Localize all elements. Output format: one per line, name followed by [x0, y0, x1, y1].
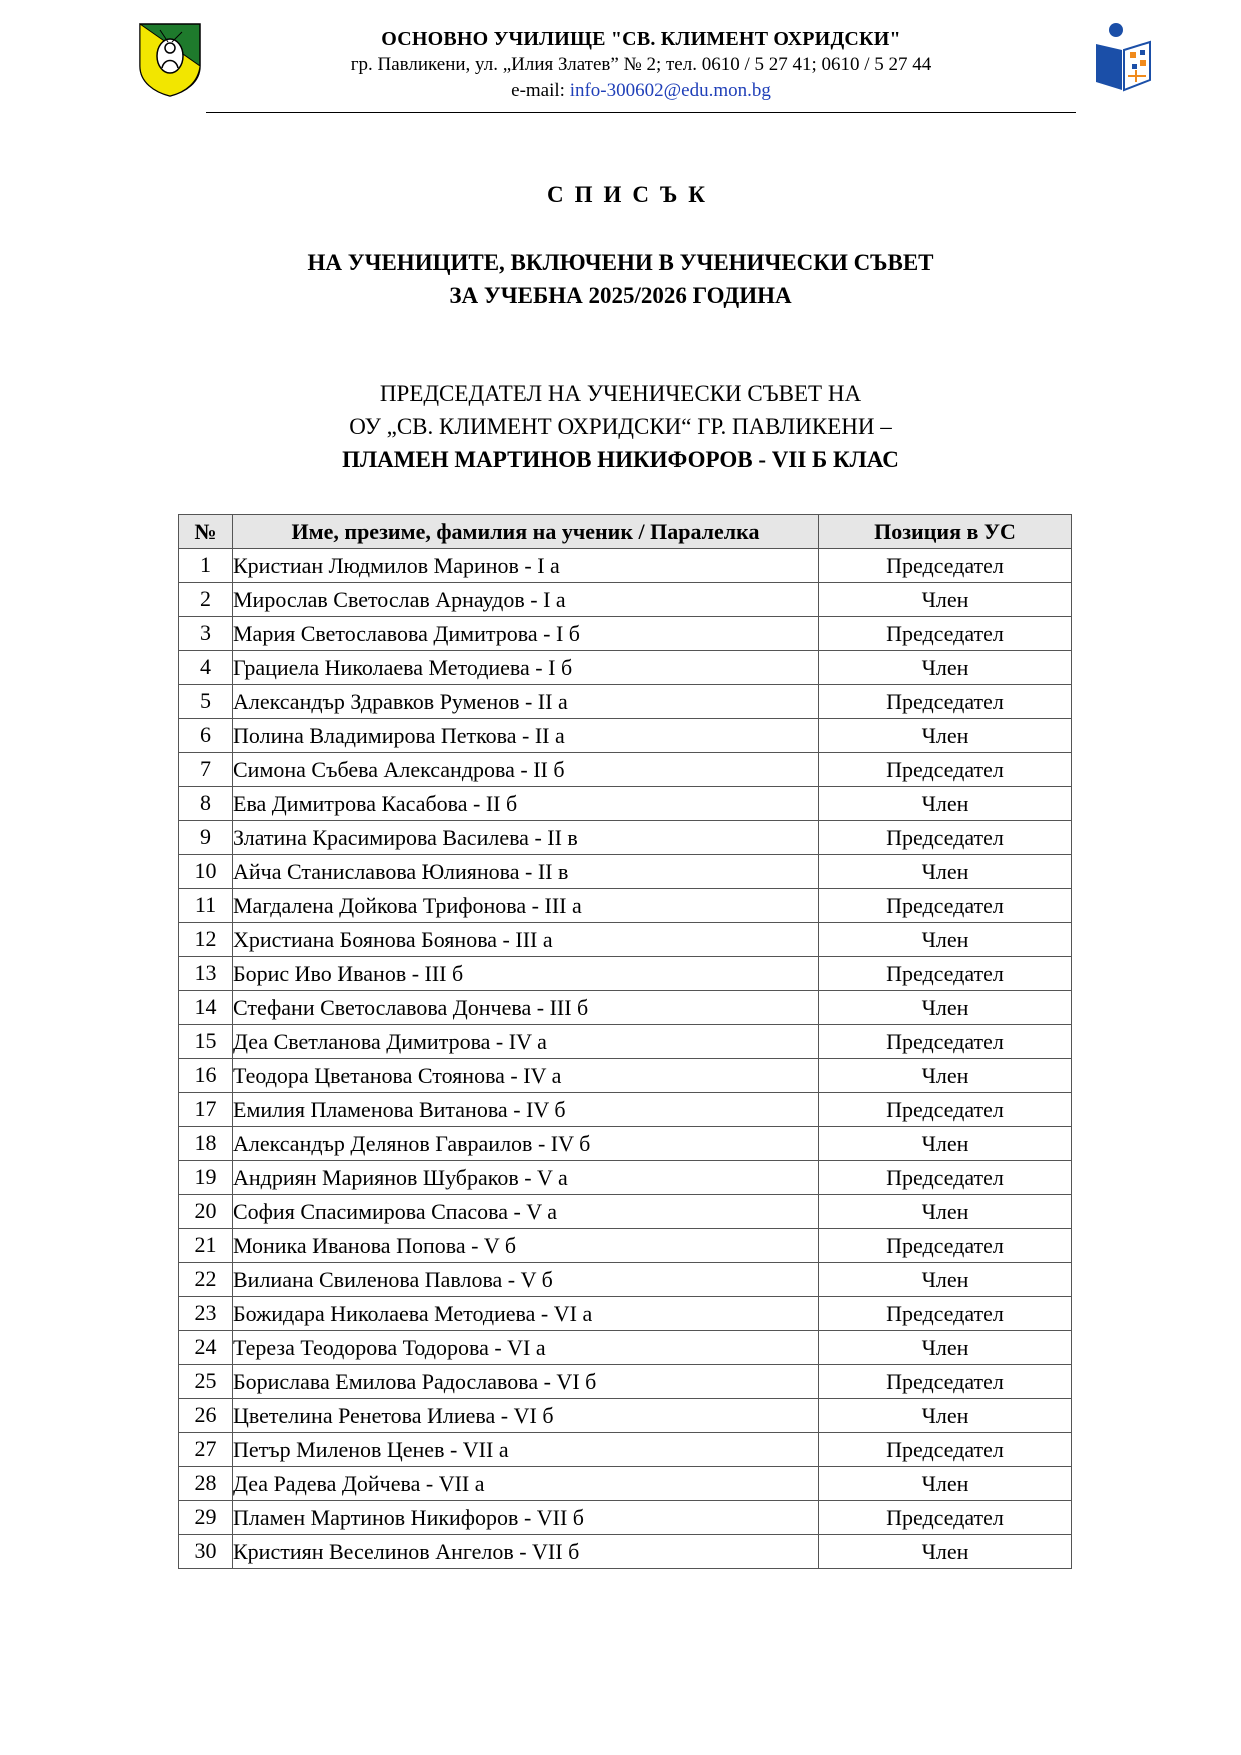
row-number: 24	[179, 1331, 233, 1365]
chairman-line2: ОУ „СВ. КЛИМЕНТ ОХРИДСКИ“ ГР. ПАВЛИКЕНИ –	[349, 414, 892, 439]
council-position: Член	[819, 1059, 1072, 1093]
row-number: 9	[179, 821, 233, 855]
school-shield-logo	[138, 22, 202, 98]
table-row	[179, 889, 1072, 923]
council-position: Председател	[819, 1297, 1072, 1331]
council-position: Председател	[819, 889, 1072, 923]
student-name-class: Мария Светославова Димитрова - I б	[233, 617, 819, 651]
school-name: ОСНОВНО УЧИЛИЩЕ "СВ. КЛИМЕНТ ОХРИДСКИ"	[381, 28, 901, 50]
row-number: 13	[179, 957, 233, 991]
table-row	[179, 753, 1072, 787]
council-position: Председател	[819, 821, 1072, 855]
email-link[interactable]: info-300602@edu.mon.bg	[569, 80, 771, 101]
row-number: 28	[179, 1467, 233, 1501]
council-position: Председател	[819, 1433, 1072, 1467]
student-name-class: Александър Здравков Руменов - II а	[233, 685, 819, 719]
row-number: 14	[179, 991, 233, 1025]
table-row	[179, 1025, 1072, 1059]
row-number: 3	[179, 617, 233, 651]
row-number: 16	[179, 1059, 233, 1093]
table-row	[179, 583, 1072, 617]
row-number: 29	[179, 1501, 233, 1535]
council-position: Председател	[819, 1161, 1072, 1195]
student-name-class: Борислава Емилова Радославова - VI б	[233, 1365, 819, 1399]
header-divider	[206, 112, 1076, 113]
table-row	[179, 719, 1072, 753]
table-row	[179, 1535, 1072, 1569]
table-row	[179, 1195, 1072, 1229]
council-position: Член	[819, 583, 1072, 617]
council-position: Председател	[819, 753, 1072, 787]
student-name-class: Борис Иво Иванов - III б	[233, 957, 819, 991]
row-number: 19	[179, 1161, 233, 1195]
table-row	[179, 1331, 1072, 1365]
student-name-class: Стефани Светославова Дончева - III б	[233, 991, 819, 1025]
table-row	[179, 991, 1072, 1025]
row-number: 1	[179, 549, 233, 583]
table-row	[179, 787, 1072, 821]
row-number: 20	[179, 1195, 233, 1229]
table-row	[179, 685, 1072, 719]
student-name-class: Златина Красимирова Василева - II в	[233, 821, 819, 855]
council-position: Председател	[819, 685, 1072, 719]
row-number: 7	[179, 753, 233, 787]
row-number: 4	[179, 651, 233, 685]
student-name-class: Магдалена Дойкова Трифонова - III а	[233, 889, 819, 923]
council-position: Председател	[819, 1093, 1072, 1127]
student-name-class: Деа Светланова Димитрова - IV а	[233, 1025, 819, 1059]
council-position: Председател	[819, 1501, 1072, 1535]
chairman-line1: ПРЕДСЕДАТЕЛ НА УЧЕНИЧЕСКИ СЪВЕТ НА	[379, 381, 862, 406]
row-number: 8	[179, 787, 233, 821]
student-name-class: Емилия Пламенова Витанова - IV б	[233, 1093, 819, 1127]
council-position: Член	[819, 1399, 1072, 1433]
document-heading: СПИСЪК	[547, 182, 716, 207]
table-row	[179, 1093, 1072, 1127]
student-name-class: Мирослав Светослав Арнаудов - I а	[233, 583, 819, 617]
student-name-class: Кристиан Людмилов Маринов - I а	[233, 549, 819, 583]
council-position: Член	[819, 719, 1072, 753]
ministry-book-logo	[1092, 20, 1156, 92]
table-body	[179, 549, 1072, 1569]
student-name-class: Вилиана Свиленова Павлова - V б	[233, 1263, 819, 1297]
chairman-name: ПЛАМЕН МАРТИНОВ НИКИФОРОВ - VII Б КЛАС	[342, 447, 899, 472]
student-name-class: Цветелина Ренетова Илиева - VI б	[233, 1399, 819, 1433]
row-number: 2	[179, 583, 233, 617]
table-row	[179, 549, 1072, 583]
student-council-table	[178, 514, 1072, 1569]
document-subtitle-line1: НА УЧЕНИЦИТЕ, ВКЛЮЧЕНИ В УЧЕНИЧЕСКИ СЪВЕТ	[307, 250, 934, 275]
student-name-class: Ева Димитрова Касабова - II б	[233, 787, 819, 821]
council-position: Председател	[819, 1229, 1072, 1263]
council-position: Член	[819, 1263, 1072, 1297]
council-position: Член	[819, 1195, 1072, 1229]
row-number: 15	[179, 1025, 233, 1059]
student-name-class: Симона Събева Александрова - II б	[233, 753, 819, 787]
council-position: Председател	[819, 1365, 1072, 1399]
header-num: №	[179, 515, 233, 549]
student-name-class: Христиана Боянова Боянова - III а	[233, 923, 819, 957]
table-row	[179, 1127, 1072, 1161]
student-name-class: Петър Миленов Ценев - VII а	[233, 1433, 819, 1467]
table-row	[179, 1365, 1072, 1399]
school-address: гр. Павликени, ул. „Илия Златев” № 2; тел. 0610 / 5 27 41; 0610 / 5 27 44	[350, 54, 932, 75]
row-number: 6	[179, 719, 233, 753]
row-number: 5	[179, 685, 233, 719]
council-position: Член	[819, 1467, 1072, 1501]
student-name-class: Тереза Теодорова Тодорова - VI а	[233, 1331, 819, 1365]
row-number: 23	[179, 1297, 233, 1331]
table-header-row	[179, 515, 1072, 549]
council-position: Председател	[819, 617, 1072, 651]
table-row	[179, 1433, 1072, 1467]
student-name-class: Александър Делянов Гавраилов - IV б	[233, 1127, 819, 1161]
table-row	[179, 855, 1072, 889]
council-position: Член	[819, 1127, 1072, 1161]
row-number: 10	[179, 855, 233, 889]
table-row	[179, 1297, 1072, 1331]
header-position: Позиция в УС	[819, 515, 1072, 549]
student-name-class: Айча Станиславова Юлиянова - II в	[233, 855, 819, 889]
table-row	[179, 651, 1072, 685]
row-number: 12	[179, 923, 233, 957]
row-number: 11	[179, 889, 233, 923]
row-number: 18	[179, 1127, 233, 1161]
student-name-class: Грациела Николаева Методиева - I б	[233, 651, 819, 685]
student-name-class: Полина Владимирова Петкова - II а	[233, 719, 819, 753]
council-position: Член	[819, 923, 1072, 957]
email-label: e-mail:	[511, 80, 570, 101]
table-row	[179, 1263, 1072, 1297]
table-row	[179, 1059, 1072, 1093]
student-name-class: Божидара Николаева Методиева - VI а	[233, 1297, 819, 1331]
row-number: 30	[179, 1535, 233, 1569]
row-number: 25	[179, 1365, 233, 1399]
council-position: Член	[819, 855, 1072, 889]
row-number: 22	[179, 1263, 233, 1297]
table-row	[179, 1467, 1072, 1501]
student-name-class: Андриян Мариянов Шубраков - V а	[233, 1161, 819, 1195]
council-position: Член	[819, 1535, 1072, 1569]
council-position: Член	[819, 1331, 1072, 1365]
table-row	[179, 923, 1072, 957]
council-position: Член	[819, 991, 1072, 1025]
table-row	[179, 1501, 1072, 1535]
council-position: Член	[819, 787, 1072, 821]
table-row	[179, 821, 1072, 855]
student-name-class: Кристиян Веселинов Ангелов - VII б	[233, 1535, 819, 1569]
table-row	[179, 957, 1072, 991]
student-name-class: Теодора Цветанова Стоянова - IV а	[233, 1059, 819, 1093]
document-subtitle-line2: ЗА УЧЕБНА 2025/2026 ГОДИНА	[449, 283, 792, 308]
table-row	[179, 1399, 1072, 1433]
row-number: 26	[179, 1399, 233, 1433]
table-row	[179, 1229, 1072, 1263]
council-position: Председател	[819, 1025, 1072, 1059]
row-number: 27	[179, 1433, 233, 1467]
student-name-class: Пламен Мартинов Никифоров - VII б	[233, 1501, 819, 1535]
table-row	[179, 1161, 1072, 1195]
council-position: Председател	[819, 549, 1072, 583]
table-row	[179, 617, 1072, 651]
student-name-class: Моника Иванова Попова - V б	[233, 1229, 819, 1263]
council-position: Председател	[819, 957, 1072, 991]
school-email-line	[206, 80, 1076, 102]
council-position: Член	[819, 651, 1072, 685]
student-name-class: Деа Радева Дойчева - VII а	[233, 1467, 819, 1501]
header-name: Име, презиме, фамилия на ученик / Паралелка	[233, 515, 819, 549]
row-number: 17	[179, 1093, 233, 1127]
row-number: 21	[179, 1229, 233, 1263]
student-name-class: София Спасимирова Спасова - V а	[233, 1195, 819, 1229]
